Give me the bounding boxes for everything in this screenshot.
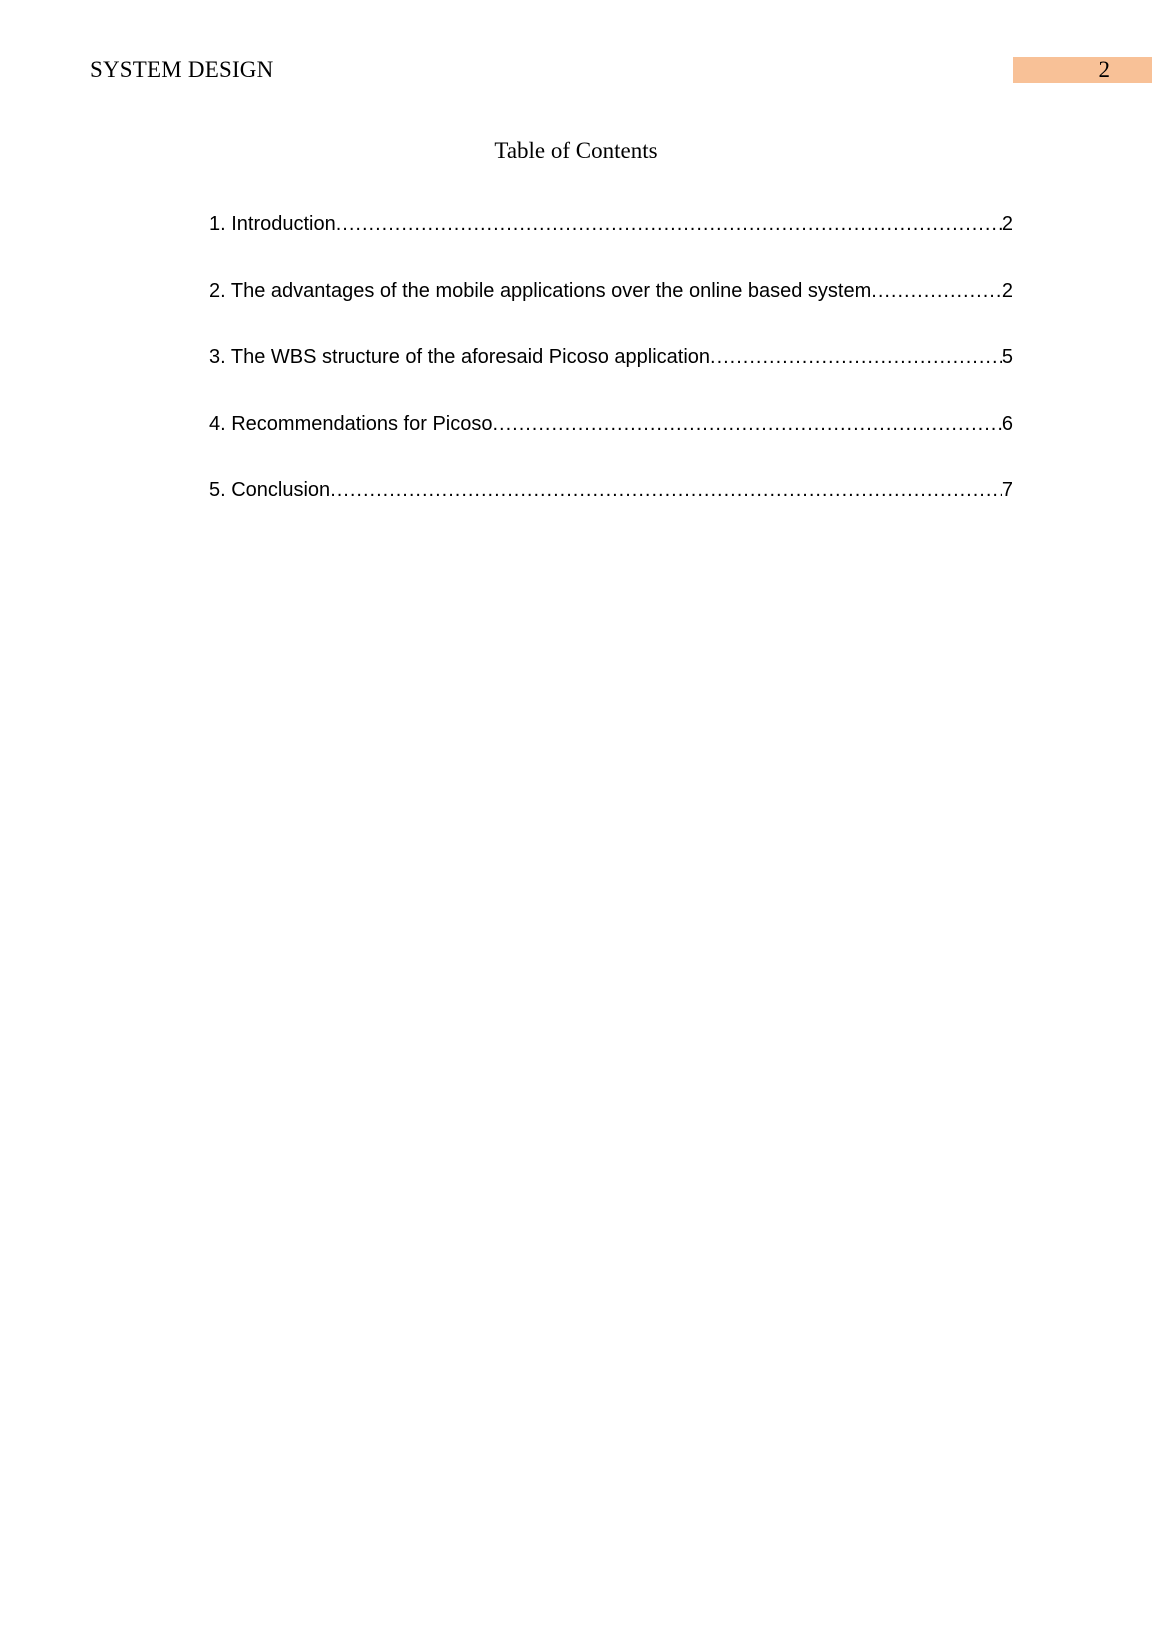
page-number-highlight: [1013, 57, 1152, 83]
running-head: SYSTEM DESIGN: [90, 57, 274, 82]
toc-entry-wbs-structure[interactable]: [209, 344, 1013, 411]
toc-entry-conclusion[interactable]: [209, 477, 1013, 544]
toc-entry-introduction[interactable]: [209, 211, 1013, 278]
toc-entry-advantages[interactable]: [209, 278, 1013, 345]
toc-dot-leader: [492, 411, 1001, 437]
page-number: 2: [1098, 57, 1110, 82]
toc-entry-label: 3. The WBS structure of the aforesaid Picoso application: [209, 346, 711, 368]
toc-list: [209, 211, 1013, 544]
toc-dot-leader: [710, 344, 1002, 370]
toc-dot-leader: [336, 211, 1002, 237]
toc-entry-recommendations[interactable]: [209, 411, 1013, 478]
toc-entry-page: 2: [1001, 213, 1013, 235]
toc-dot-leader: [330, 477, 1002, 503]
toc-entry-label: 5. Conclusion: [209, 479, 331, 501]
toc-entry-label: 2. The advantages of the mobile applications over the online based system: [209, 279, 872, 302]
toc-entry-label: 4. Recommendations for Picoso: [209, 412, 493, 435]
toc-entry-page: 7: [1001, 479, 1013, 501]
page-header: [0, 0, 1158, 110]
toc-entry-page: 6: [1001, 412, 1013, 435]
toc-title: Table of Contents: [494, 138, 658, 163]
toc-entry-label: 1. Introduction: [209, 213, 336, 235]
toc-entry-page: 2: [1001, 279, 1013, 302]
toc-entry-page: 5: [1001, 346, 1013, 368]
toc-dot-leader: [871, 278, 1002, 304]
